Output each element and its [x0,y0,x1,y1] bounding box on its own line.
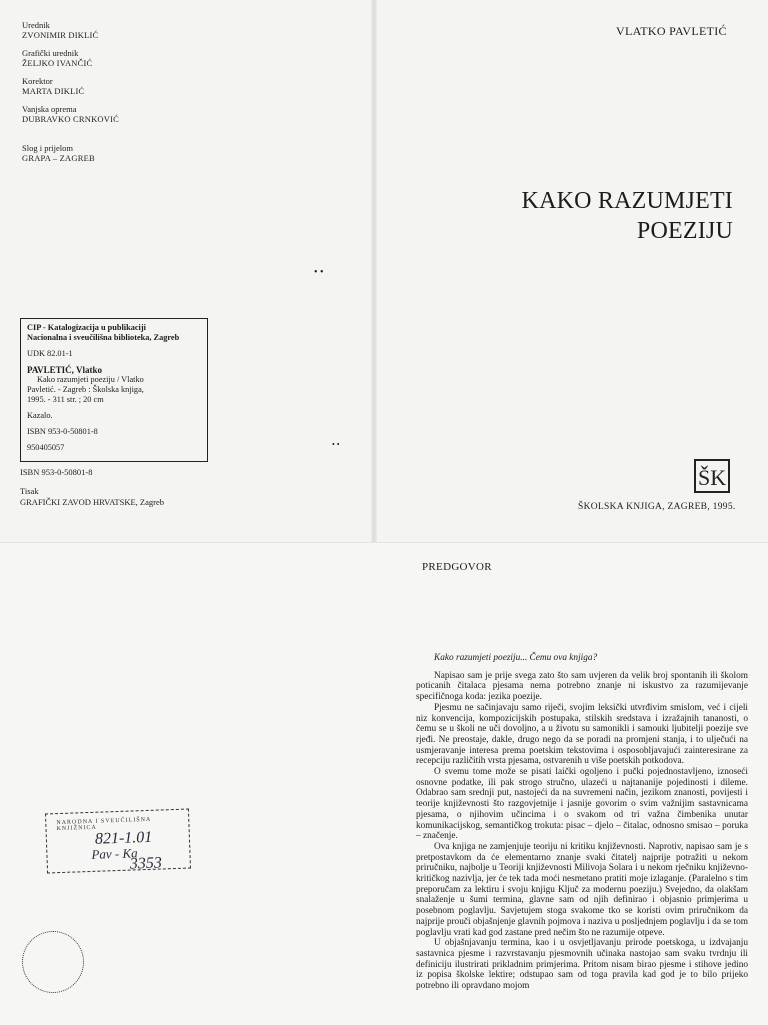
preface-question: Kako razumjeti poeziju... Čemu ova knjiga? [434,653,598,663]
speck-marks: • • [332,440,340,449]
preface-text [416,653,748,992]
cip-head-2: Nacionalna i sveučilišna biblioteka, Zagreb [27,333,180,342]
logo-letters: ŠK [698,465,727,490]
credit-name: ZVONIMIR DIKLIĆ [22,30,99,40]
book-author: VLATKO PAVLETIĆ [616,24,727,38]
sk-logo-icon [696,461,728,491]
isbn-line: ISBN 953-0-50801-8 [20,467,93,477]
cip-desc-1: Kako razumjeti poeziju / Vlatko [37,375,144,384]
book-title [478,186,733,246]
preface-paragraph: U objašnjavanju termina, kao i u osvjetljavanju prirode poetskoga, u izdvajanju sastavnica pjesme i razvrstavanju pjesmovnih učinaka nastojao sam svaku tvrdnju ili definiciju ilustrirati prikladnim primjerima. Pritom nisam birao pjesme i stihove jedino iz popisa školske lektire; odstupao sam od toga pravila kad god je to bilo prijeko potrebno ili opravdano mojom [416,938,748,992]
preface-paragraph: Pjesmu ne sačinjavaju samo riječi, svojim leksički utvrđivim smislom, već i cijeli niz konvencija, kompozicijskih postupaka, stilskih sredstava i izražajnih tananosti, o čemu se u školi ne uči dovoljno, a u životu su samonikli i samouki ljubitelji poezije sve rjeđi. Ne preostaje, dakle, drugo nego da se poradi na promjeni stanja, i to ulječući na usmjeravanje interesa prema poetskim tekstovima i osposobljavajući zainteresirane za recepciju različitih vrsta pjesama, ostvarenih u više poetskih potkodova. [416,702,748,767]
credit-name: GRAPA – ZAGREB [22,153,95,163]
cip-desc-2: Pavletić. - Zagreb : Školska knjiga, [27,385,144,394]
stamp-line-3: Pav - Ka [91,845,138,862]
credit-typesetting [22,143,272,164]
credits-block [22,20,272,171]
printer-name: GRAFIČKI ZAVOD HRVATSKE, Zagreb [20,497,164,507]
speck-marks: • • [314,267,324,278]
credit-cover-design [22,104,272,125]
print-label: Tisak [20,486,39,496]
cip-kazalo: Kazalo. [27,411,53,420]
preface-heading: PREDGOVOR [422,561,492,573]
credit-graphic-editor [22,48,272,69]
cip-udk: UDK 82.01-1 [27,349,73,358]
printer-block [20,486,164,508]
stamp-line-4: 3353 [129,854,163,873]
publisher-logo [694,459,730,493]
credit-role: Slog i prijelom [22,143,73,153]
cip-desc-3: 1995. - 311 str. ; 20 cm [27,395,104,404]
round-seal [22,931,84,993]
library-stamp [45,809,191,874]
credit-role: Urednik [22,20,50,30]
preface-paragraph: Ova knjiga ne zamjenjuje teoriju ni kritiku književnosti. Naprotiv, napisao sam je s pretpostavkom da će elementarno znanje svaki čitatelj najprije potražiti u nekom priručniku, najbolje u Teoriji književnosti Milivoja Solara i u nekom rječniku književno-kritičkog nazivlja, jer će tek tada moći nesmetano pratiti moje izlaganje. (Paralelno s tim preporučam za lektiru i svoju knjigu Ključ za modernu poeziju.) Svejedno, da olakšam snalaženje u šumi termina, glavne sam od njih definirao i objasnio primjerima u posebnom poglavlju. Savjetujem stoga svakome tko se koristi ovim priručnikom da najprije prouči objašnjenje glavnih pojmova i naziva u posljednjem poglavlju i da se tom poglavlju vrati kad god zastane pred nečim što ne razumije otpeve. [416,841,748,938]
credit-name: ŽELJKO IVANČIĆ [22,58,93,68]
title-line-2: POEZIJU [636,218,733,244]
cip-number: 950405057 [27,443,65,452]
credit-name: MARTA DIKLIĆ [22,86,85,96]
preface-paragraph: Napisao sam je prije svega zato što sam uvjeren da velik broj spontanih ili školom poticanih čitalaca pjesama nema potrebno znanje ni iskustvo za razumijevanje specifičnoga koda: jezika poezije. [416,670,748,703]
page-fold [371,0,377,542]
publisher-line: ŠKOLSKA KNJIGA, ZAGREB, 1995. [578,502,736,512]
credit-editor [22,20,272,41]
cip-isbn: ISBN 953-0-50801-8 [27,427,98,436]
preface-spread [0,542,768,1025]
credit-name: DUBRAVKO CRNKOVIĆ [22,114,119,124]
credit-role: Korektor [22,76,53,86]
stamp-line-1: NARODNA I SVEUČILIŠNA KNJIŽNICA [56,816,152,833]
credit-role: Grafički urednik [22,48,79,58]
cip-head-1: CIP - Katalogizacija u publikaciji [27,323,146,332]
stamp-line-2: 821-1.01 [94,828,153,848]
title-line-1: KAKO RAZUMJETI [521,188,733,214]
cip-author: PAVLETIĆ, Vlatko [27,365,103,375]
credit-role: Vanjska oprema [22,104,77,114]
credit-proofreader [22,76,272,97]
cip-record [20,318,208,462]
preface-paragraph: O svemu tome može se pisati laički ogoljeno i pučki pojednostavljeno, iznoseći osnovne podatke, ili pak strogo stručno, ulazeći u najtananije pojedinosti i dileme. Odabrao sam srednji put, nastojeći da na suvremeni način, jezikom znanosti, povijesti i teorije književnosti što razgovjetnije i jasnije govorim o svim važnijim sastavnicama pjesama, o njihovim učincima i o svakom od tri važna čimbenika unutar komunikacijskog, semantičkog trokuta: pisac – djelo – čitalac, odnosno smisao – poruka – značenje. [416,767,748,842]
